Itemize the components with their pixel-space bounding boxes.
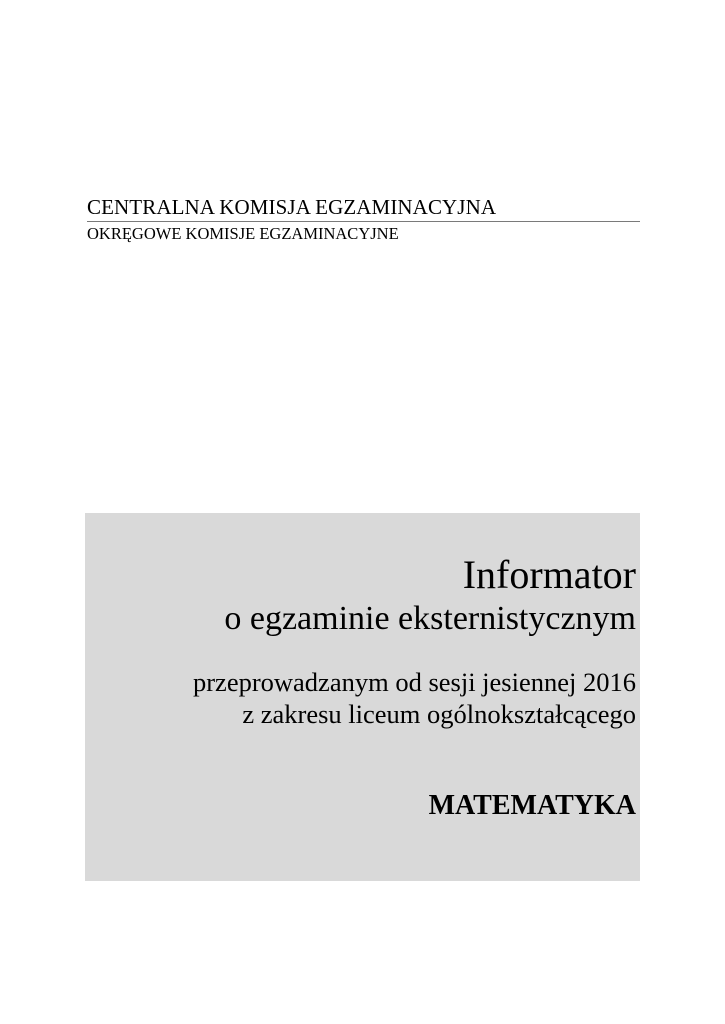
cover-subject: MATEMATYKA [428, 790, 636, 821]
cover-subtitle: o egzaminie eksternistycznym [224, 600, 636, 637]
cover-description-line-1: przeprowadzanym od sesji jesiennej 2016 [192, 667, 636, 697]
cover-description-line-2: z zakresu liceum ogólnokształcącego [242, 699, 636, 729]
cover-title: Informator [462, 552, 636, 597]
cover-title-box [85, 513, 640, 881]
institution-subtitle: OKRĘGOWE KOMISJE EGZAMINACYJNE [87, 224, 399, 243]
institution-title: CENTRALNA KOMISJA EGZAMINACYJNA [87, 194, 640, 222]
header-block [87, 194, 640, 245]
